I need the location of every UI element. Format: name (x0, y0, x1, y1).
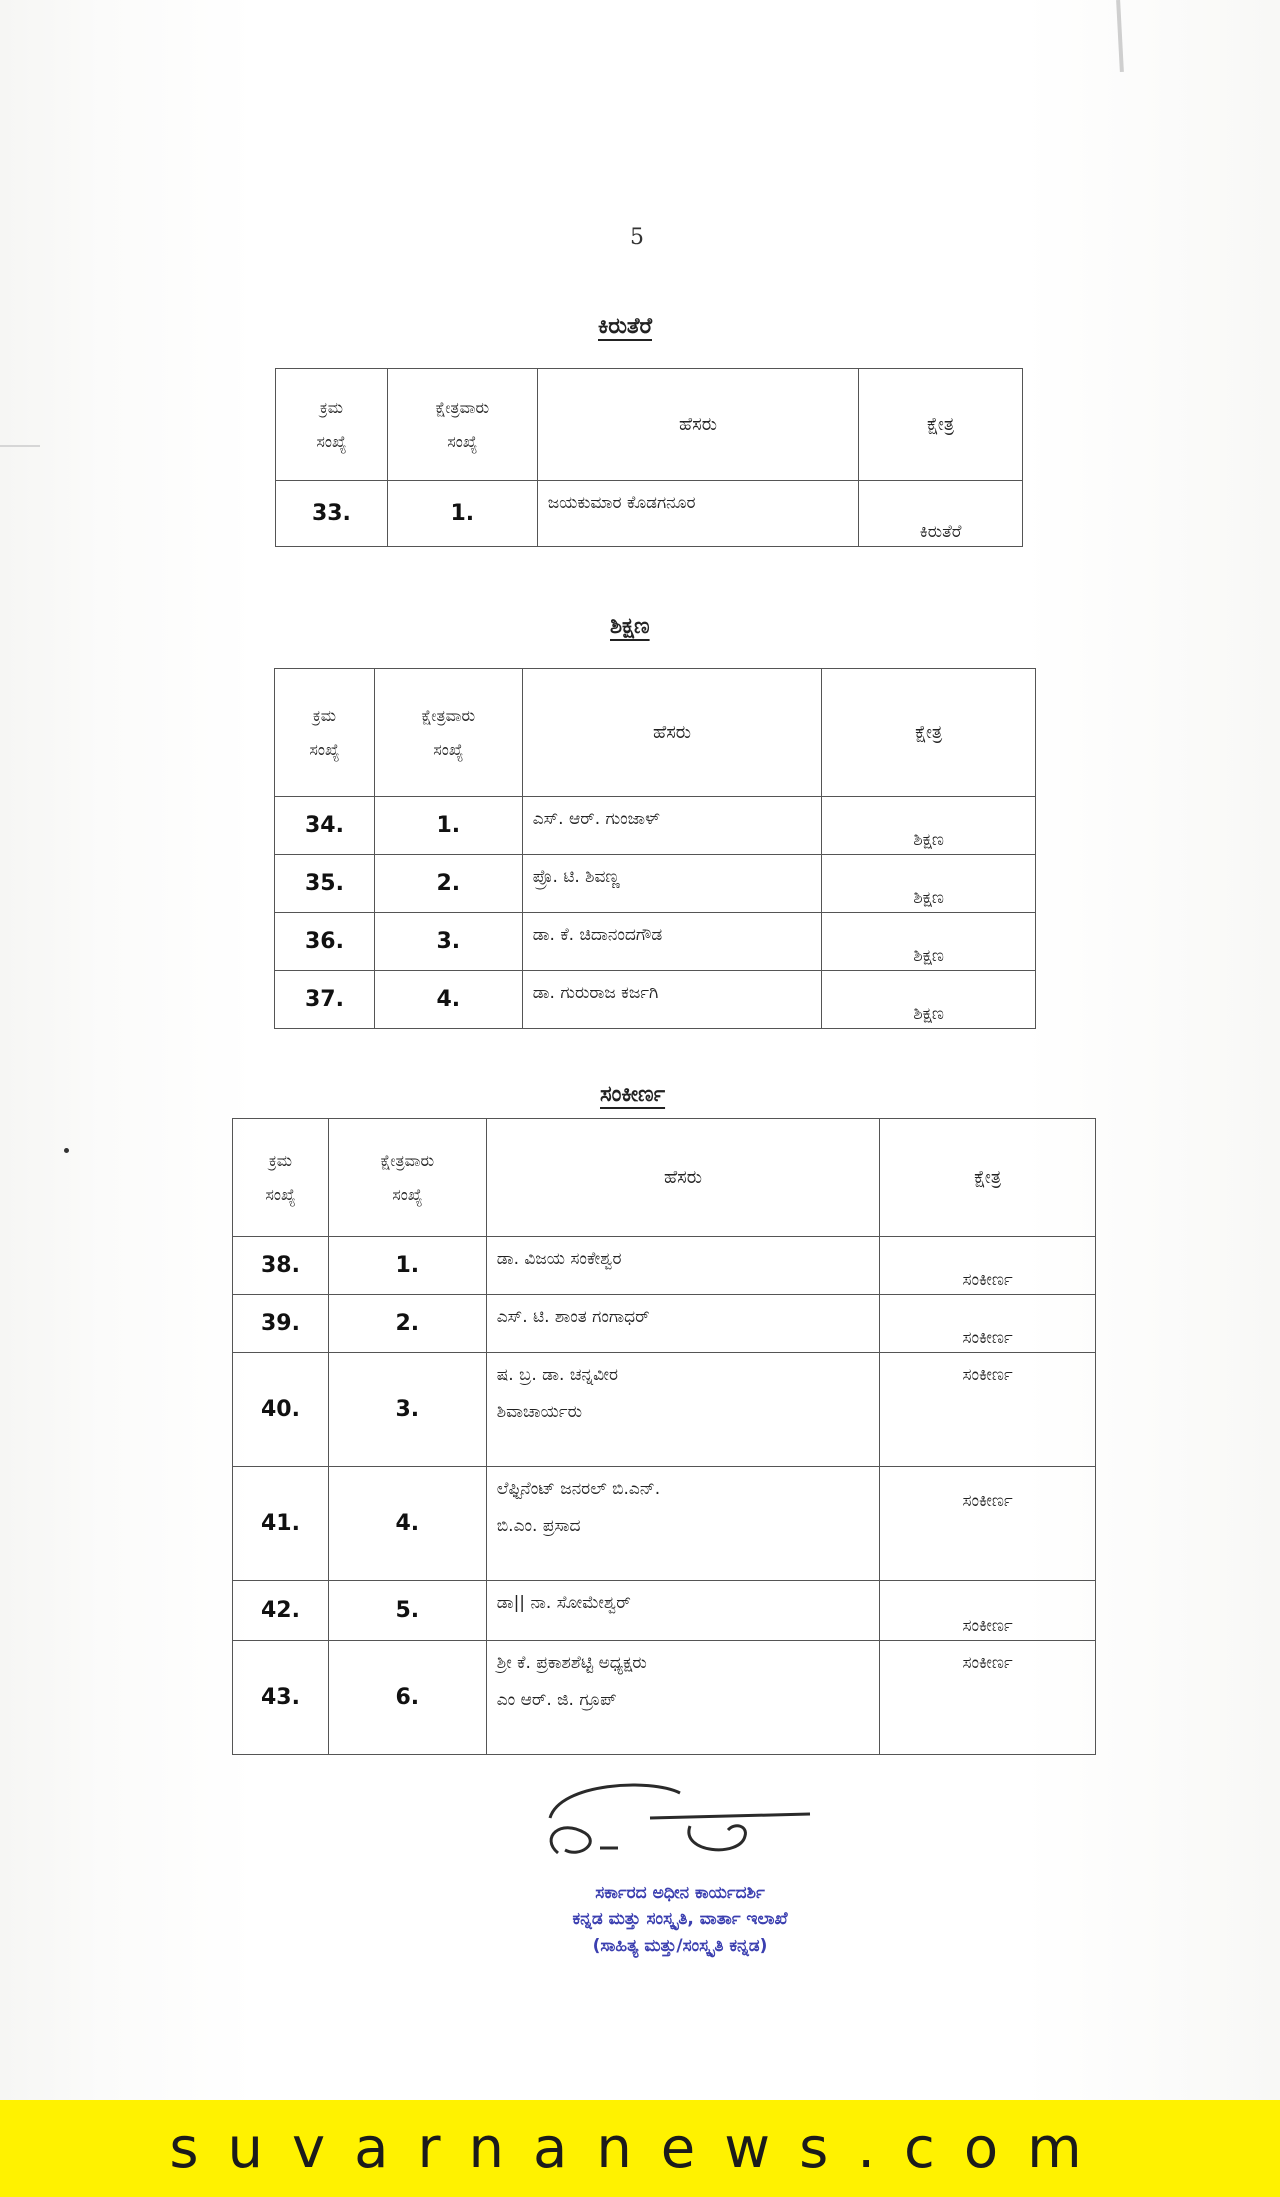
stamp-line-2: ಕನ್ನಡ ಮತ್ತು ಸಂಸ್ಕೃತಿ, ವಾರ್ತಾ ಇಲಾಖೆ (572, 1909, 788, 1930)
table-row (276, 481, 1023, 547)
row-name: ಎಸ್. ಆರ್. ಗುಂಜಾಳ್ (522, 797, 822, 855)
signature (540, 1778, 820, 1858)
row-field-serial: 5. (328, 1581, 486, 1641)
page-number: 5 (630, 225, 644, 250)
row-name: ಶ್ರೀ ಕೆ. ಪ್ರಕಾಶಶೆಟ್ಟಿ ಅಧ್ಯಕ್ಷರು ಎಂ ಆರ್. ಜಿ. ಗ್ರೂಪ್ (486, 1641, 879, 1755)
row-name: ಪ್ರೊ. ಟಿ. ಶಿವಣ್ಣ (522, 855, 822, 913)
row-name: ಡಾ|| ನಾ. ಸೋಮೇಶ್ವರ್ (486, 1581, 879, 1641)
row-serial: 39. (233, 1295, 329, 1353)
row-name: ಜಯಕುಮಾರ ಕೊಡಗನೂರ (537, 481, 859, 547)
table-row (275, 797, 1036, 855)
table-row (275, 913, 1036, 971)
row-field-serial: 1. (374, 797, 522, 855)
table-sankeerna (232, 1118, 1096, 1755)
table-row (233, 1641, 1096, 1755)
row-serial: 34. (275, 797, 375, 855)
table-row (233, 1237, 1096, 1295)
stamp-line-3: (ಸಾಹಿತ್ಯ ಮತ್ತು/ಸಂಸ್ಕೃತಿ ಕನ್ನಡ) (592, 1935, 768, 1956)
header-serial: ಕ್ರಮ ಸಂಖ್ಯೆ (276, 369, 388, 481)
row-field: ಕಿರುತೆರೆ (859, 481, 1023, 547)
banner-text: suvarnanews.com (169, 2116, 1111, 2181)
row-name: ಲೆಫ್ಟಿನೆಂಟ್ ಜನರಲ್ ಬಿ.ಎನ್. ಬಿ.ಎಂ. ಪ್ರಸಾದ (486, 1467, 879, 1581)
header-name: ಹೆಸರು (522, 669, 822, 797)
scan-dash-mark (0, 445, 40, 447)
table-header-row (233, 1119, 1096, 1237)
watermark-banner (0, 2100, 1280, 2197)
row-serial: 40. (233, 1353, 329, 1467)
row-name: ಎಸ್. ಟಿ. ಶಾಂತ ಗಂಗಾಧರ್ (486, 1295, 879, 1353)
table-header-row (275, 669, 1036, 797)
row-name: ಡಾ. ವಿಜಯ ಸಂಕೇಶ್ವರ (486, 1237, 879, 1295)
row-field-serial: 4. (374, 971, 522, 1029)
row-field-serial: 1. (387, 481, 537, 547)
header-field: ಕ್ಷೇತ್ರ (859, 369, 1023, 481)
table-row (275, 855, 1036, 913)
table-row (275, 971, 1036, 1029)
row-field: ಶಿಕ್ಷಣ (822, 797, 1036, 855)
row-field: ಶಿಕ್ಷಣ (822, 855, 1036, 913)
header-field: ಕ್ಷೇತ್ರ (822, 669, 1036, 797)
table-header-row (276, 369, 1023, 481)
header-field: ಕ್ಷೇತ್ರ (880, 1119, 1096, 1237)
row-field-serial: 6. (328, 1641, 486, 1755)
row-serial: 37. (275, 971, 375, 1029)
row-field: ಸಂಕೀರ್ಣ (880, 1295, 1096, 1353)
row-field-serial: 3. (374, 913, 522, 971)
header-name: ಹೆಸರು (537, 369, 859, 481)
header-field-serial: ಕ್ಷೇತ್ರವಾರು ಸಂಖ್ಯೆ (328, 1119, 486, 1237)
row-serial: 38. (233, 1237, 329, 1295)
row-serial: 43. (233, 1641, 329, 1755)
row-field-serial: 2. (374, 855, 522, 913)
row-field: ಸಂಕೀರ್ಣ (880, 1641, 1096, 1755)
table-kirutere (275, 368, 1023, 547)
row-serial: 41. (233, 1467, 329, 1581)
header-serial: ಕ್ರಮ ಸಂಖ್ಯೆ (233, 1119, 329, 1237)
table-row (233, 1581, 1096, 1641)
row-field-serial: 3. (328, 1353, 486, 1467)
header-name: ಹೆಸರು (486, 1119, 879, 1237)
row-serial: 36. (275, 913, 375, 971)
row-field: ಸಂಕೀರ್ಣ (880, 1237, 1096, 1295)
header-field-serial: ಕ್ಷೇತ್ರವಾರು ಸಂಖ್ಯೆ (374, 669, 522, 797)
table-row (233, 1467, 1096, 1581)
row-field: ಶಿಕ್ಷಣ (822, 971, 1036, 1029)
table-row (233, 1295, 1096, 1353)
section-title-sankeerna: ಸಂಕೀರ್ಣ (600, 1082, 666, 1107)
stamp-line-1: ಸರ್ಕಾರದ ಅಧೀನ ಕಾರ್ಯದರ್ಶಿ (595, 1883, 765, 1903)
row-field-serial: 4. (328, 1467, 486, 1581)
row-field: ಸಂಕೀರ್ಣ (880, 1467, 1096, 1581)
row-name: ಡಾ. ಗುರುರಾಜ ಕರ್ಜಗಿ (522, 971, 822, 1029)
table-shikshana (274, 668, 1036, 1029)
scan-edge-mark (1116, 0, 1124, 72)
row-field: ಸಂಕೀರ್ಣ (880, 1581, 1096, 1641)
row-field-serial: 1. (328, 1237, 486, 1295)
table-row (233, 1353, 1096, 1467)
section-title-shikshana: ಶಿಕ್ಷಣ (610, 614, 650, 639)
header-serial: ಕ್ರಮ ಸಂಖ್ಯೆ (275, 669, 375, 797)
row-name: ಡಾ. ಕೆ. ಚಿದಾನಂದಗೌಡ (522, 913, 822, 971)
header-field-serial: ಕ್ಷೇತ್ರವಾರು ಸಂಖ್ಯೆ (387, 369, 537, 481)
section-title-kirutere: ಕಿರುತೆರೆ (598, 314, 652, 339)
row-field-serial: 2. (328, 1295, 486, 1353)
row-field: ಶಿಕ್ಷಣ (822, 913, 1036, 971)
row-serial: 42. (233, 1581, 329, 1641)
row-name: ಷ. ಬ್ರ. ಡಾ. ಚನ್ನವೀರ ಶಿವಾಚಾರ್ಯರು (486, 1353, 879, 1467)
row-serial: 33. (276, 481, 388, 547)
scan-dot-mark (64, 1148, 69, 1153)
row-serial: 35. (275, 855, 375, 913)
row-field: ಸಂಕೀರ್ಣ (880, 1353, 1096, 1467)
official-stamp (470, 1880, 890, 1959)
